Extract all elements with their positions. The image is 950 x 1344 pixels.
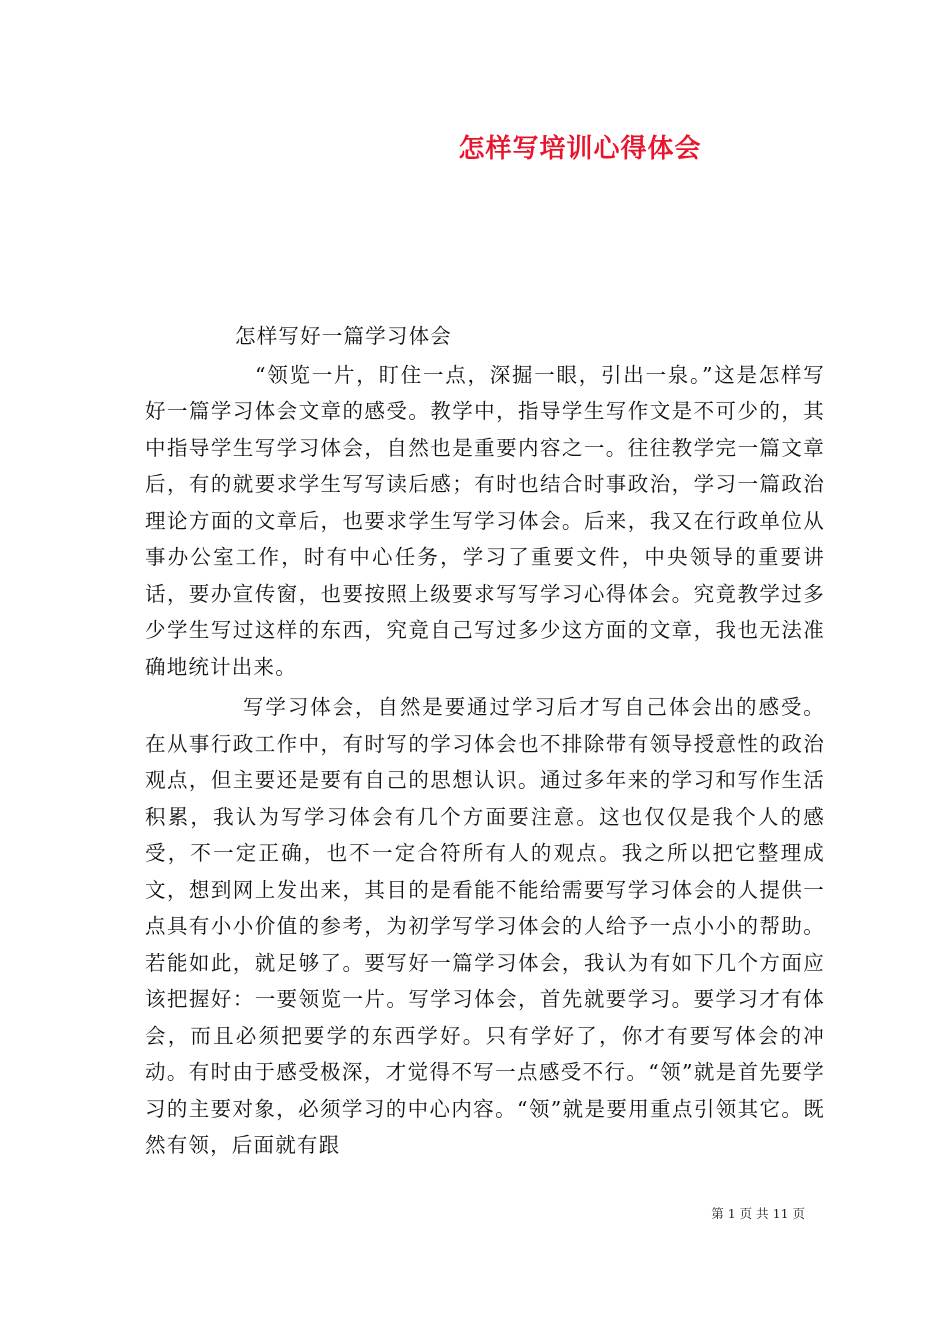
document-title: 怎样写培训心得体会 [458,134,702,164]
page-number: 第 1 页 共 11 页 [711,1206,805,1221]
document-body [145,318,825,1168]
paragraph-2: 写学习体会，自然是要通过学习后才写自己体会出的感受。在从事行政工作中，有时写的学习体会也不排除带有领导授意性的政治观点，但主要还是要有自己的思想认识。通过多年来的学习和写作生活积累，我认为写学习体会有几个方面要注意。这也仅仅是我个人的感受，不一定正确，也不一定合符所有人的观点。我之所以把它整理成文，想到网上发出来，其目的是看能不能给需要写学习体会的人提供一点具有小小价值的参考，为初学写学习体会的人给予一点小小的帮助。若能如此，就足够了。要写好一篇学习体会，我认为有如下几个方面应该把握好：一要领览一片。写学习体会，首先就要学习。要学习才有体会，而且必须把要学的东西学好。只有学好了，你才有要写体会的冲动。有时由于感受极深，才觉得不写一点感受不行。“领”就是首先要学习的主要对象，必须学习的中心内容。“领”就是要用重点引领其它。既然有领，后面就有跟 [145,695,825,1157]
paragraph-1: “领览一片，盯住一点，深掘一眼，引出一泉。”这是怎样写好一篇学习体会文章的感受。教学中，指导学生写作文是不可少的，其中指导学生写学习体会，自然也是重要内容之一。往往教学完一篇文章后，有的就要求学生写写读后感；有时也结合时事政治，学习一篇政治理论方面的文章后，也要求学生写学习体会。后来，我又在行政单位从事办公室工作，时有中心任务，学习了重要文件，中央领导的重要讲话，要办宣传窗，也要按照上级要求写写学习心得体会。究竟教学过多少学生写过这样的东西，究竟自己写过多少这方面的文章，我也无法准确地统计出来。 [145,362,825,679]
document-subtitle: 怎样写好一篇学习体会 [235,324,452,348]
